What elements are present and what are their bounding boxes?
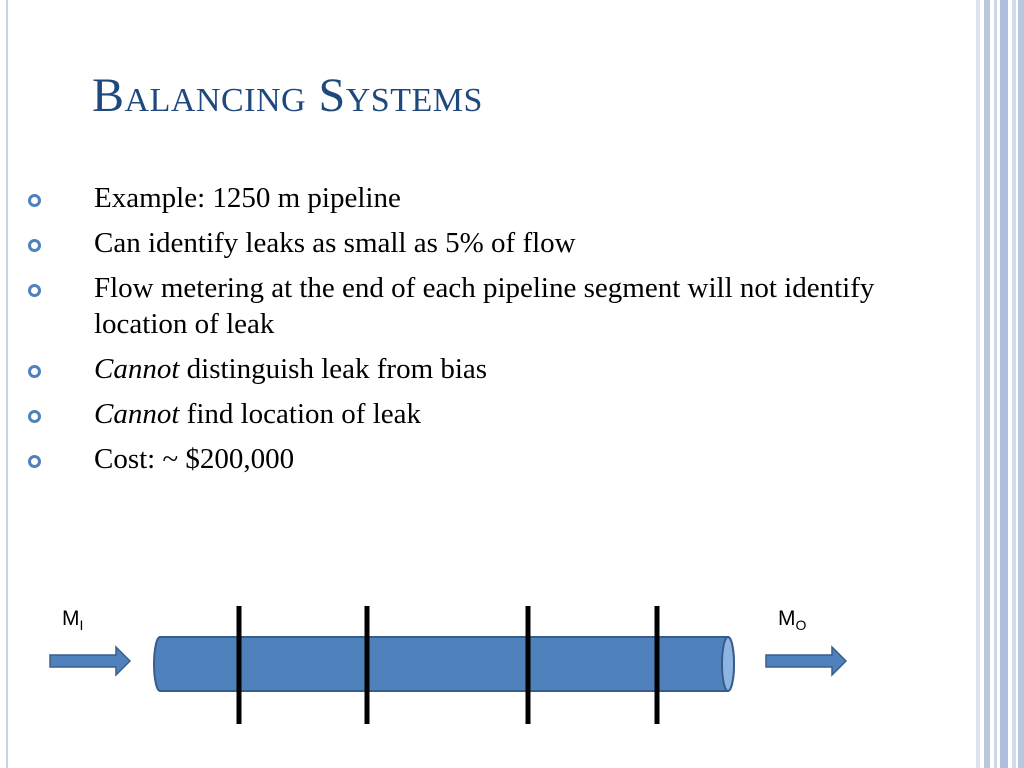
bullet-emphasis: Cannot	[94, 398, 180, 430]
inflow-arrow-icon	[50, 647, 130, 675]
bullet-circle-icon	[28, 239, 41, 252]
outflow-arrow-icon	[766, 647, 846, 675]
bullet-item	[0, 441, 940, 477]
bullet-circle-icon	[28, 284, 41, 297]
bullet-circle-icon	[28, 194, 41, 207]
bullet-text: Can identify leaks as small as 5% of flow	[94, 227, 576, 259]
pipeline-diagram	[0, 590, 1024, 740]
outflow-label-main: M	[778, 607, 796, 630]
bullet-item	[0, 270, 940, 342]
bullet-text: distinguish leak from bias	[179, 353, 488, 385]
bullet-text: find location of leak	[179, 398, 421, 430]
bullet-item	[0, 225, 940, 261]
bullet-text: Flow metering at the end of each pipeline segment will not identify location of leak	[94, 272, 875, 340]
pipeline-svg	[0, 590, 1024, 740]
bullet-emphasis: Cannot	[94, 353, 180, 385]
bullet-text: Cost: ~ $200,000	[94, 443, 295, 475]
bullet-item	[0, 396, 940, 432]
bullet-item	[0, 351, 940, 387]
inflow-label-subscript: I	[79, 617, 84, 634]
bullet-text: Example: 1250 m pipeline	[94, 182, 401, 214]
bullet-list	[0, 180, 940, 486]
inflow-label-main: M	[62, 607, 80, 630]
pipe-end-cap	[722, 637, 734, 691]
bullet-circle-icon	[28, 365, 41, 378]
slide-title: Balancing Systems	[92, 69, 483, 122]
bullet-circle-icon	[28, 455, 41, 468]
bullet-item	[0, 180, 940, 216]
bullet-circle-icon	[28, 410, 41, 423]
outflow-label-subscript: O	[795, 617, 807, 634]
